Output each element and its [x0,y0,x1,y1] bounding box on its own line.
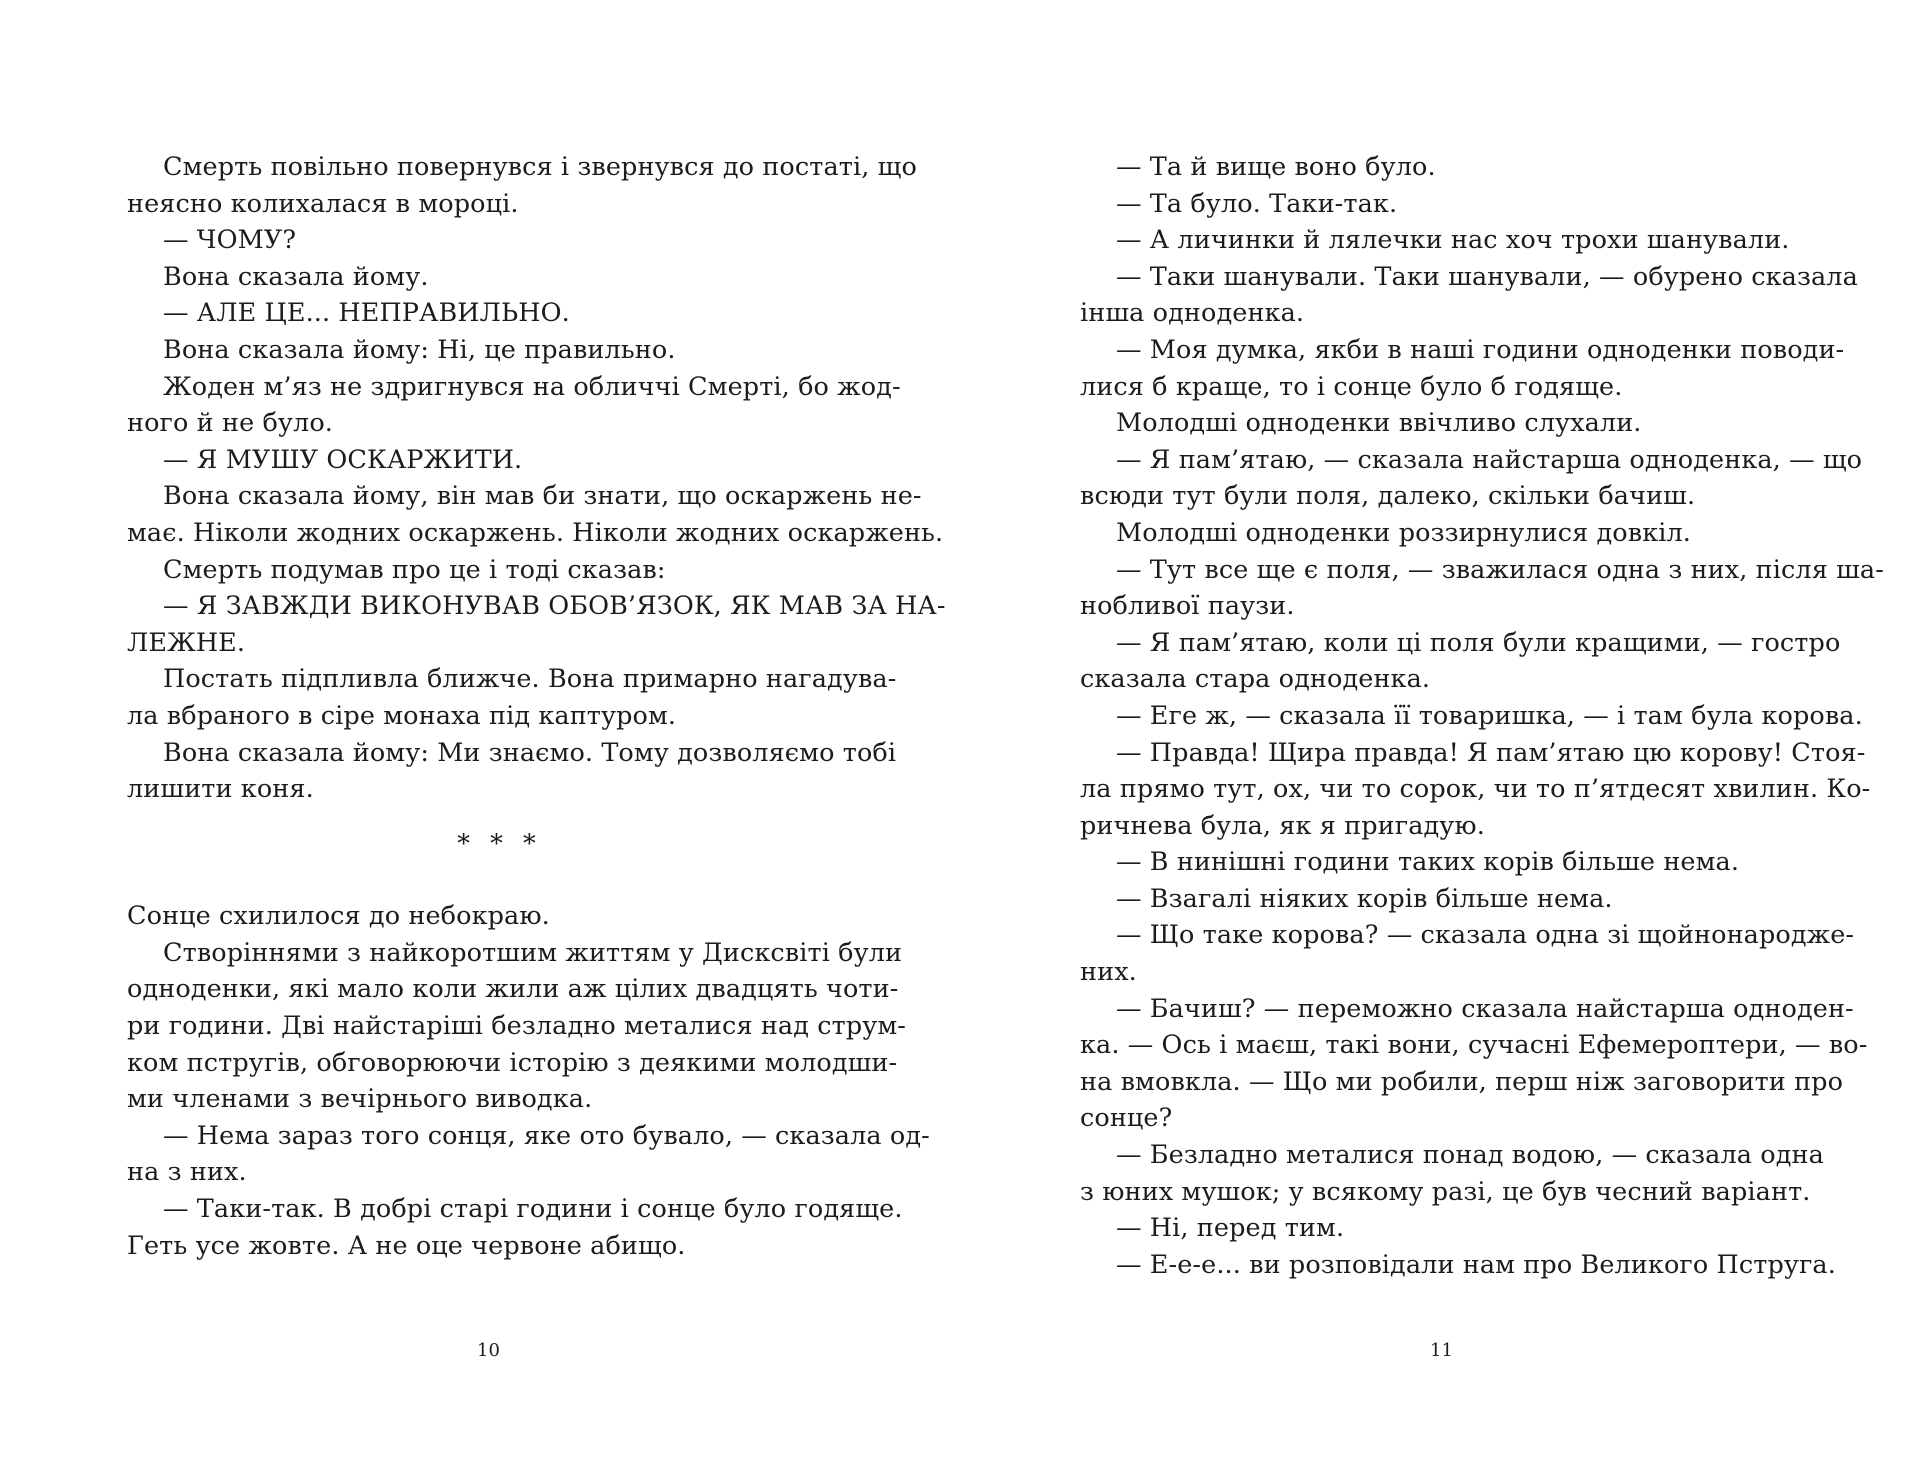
text-line: — Таки шанували. Таки шанували, — обурено сказала [1116,261,1858,292]
text-line: Вона сказала йому: Ні, це правильно. [163,334,676,365]
text-line: — В нинішні години таких корів більше нема. [1116,847,1740,878]
text-line: з юних мушок; у всякому разі, це був чесний варіант. [1080,1176,1811,1207]
text-line: ми членами з вечірнього виводка. [127,1084,593,1115]
text-line: на з них. [127,1157,247,1188]
text-line: — Нема зараз того сонця, яке ото бувало, — сказала од- [163,1120,930,1151]
text-line: ла вбраного в сіре монаха під каптуром. [127,700,677,731]
page-number-right: 11 [1430,1340,1453,1361]
text-line: інша одноденка. [1080,298,1305,329]
text-line: Молодші одноденки ввічливо слухали. [1116,408,1642,439]
text-line: Створіннями з найкоротшим життям у Дисксвіті були [163,937,903,968]
text-line: ри години. Дві найстаріші безладно металися над струм- [127,1011,907,1042]
text-line: — Безладно металися понад водою, — сказала одна [1116,1140,1824,1171]
text-line: ла прямо тут, ох, чи то сорок, чи то п’ятдесят хвилин. Ко- [1080,774,1871,805]
right-page-text [1080,149,1884,1283]
text-line: — А личинки й лялечки нас хоч трохи шанували. [1116,225,1790,256]
text-line: ЛЕЖНЕ. [127,627,246,658]
text-line: неясно колихалася в мороці. [127,188,519,219]
text-line: Постать підпливла ближче. Вона примарно нагадува- [163,664,897,695]
text-line: — Таки-так. В добрі старі години і сонце було годяще. [163,1194,903,1225]
text-line: сонце? [1080,1103,1173,1134]
text-line: Вона сказала йому: Ми знаємо. Тому дозволяємо тобі [163,737,897,768]
text-line: — АЛЕ ЦЕ... НЕПРАВИЛЬНО. [163,298,570,329]
text-line: — Та було. Таки-так. [1116,188,1398,219]
text-line: сказала стара одноденка. [1080,664,1431,695]
text-line: — Я ЗАВЖДИ ВИКОНУВАВ ОБОВ’ЯЗОК, ЯК МАВ ЗА НА- [163,591,946,622]
text-line: Жоден м’яз не здригнувся на обличчі Смерті, бо жод- [163,371,901,402]
text-line: ком пстругів, обговорюючи історію з деякими молодши- [127,1047,898,1078]
text-line: всюди тут були поля, далеко, скільки бачиш. [1080,481,1696,512]
text-line: ка. — Ось і маєш, такі вони, сучасні Ефемероптери, — во- [1080,1030,1868,1061]
text-line: — Правда! Щира правда! Я пам’ятаю цю корову! Стоя- [1116,737,1866,768]
text-line: ного й не було. [127,408,333,439]
text-line: Геть усе жовте. А не оце червоне абищо. [127,1230,686,1261]
text-line: — Я МУШУ ОСКАРЖИТИ. [163,444,523,475]
text-line: — Еге ж, — сказала її товаришка, — і там була корова. [1116,700,1863,731]
text-line: — Я пам’ятаю, — сказала найстарша одноденка, — що [1116,444,1863,475]
text-line: Молодші одноденки роззирнулися довкіл. [1116,517,1691,548]
text-line: Сонце схилилося до небокраю. [127,901,550,932]
text-line: — Е-е-е... ви розповідали нам про Великого Пструга. [1116,1249,1836,1280]
text-line: — Моя думка, якби в наші години одноденки поводи- [1116,334,1845,365]
text-line: лися б краще, то і сонце було б годяще. [1080,371,1623,402]
text-line: ричнева була, як я пригадую. [1080,810,1485,841]
text-line: — ЧОМУ? [163,225,297,256]
text-line: лишити коня. [127,774,314,805]
text-line: — Та й вище воно було. [1116,152,1436,182]
text-line: — Взагалі ніяких корів більше нема. [1116,883,1613,914]
left-page-text [127,149,946,1264]
page-number-left: 10 [477,1340,500,1361]
text-line: — Я пам’ятаю, коли ці поля були кращими, — гостро [1116,627,1841,658]
text-line: має. Ніколи жодних оскаржень. Ніколи жодних оскаржень. [127,517,944,548]
text-line: Вона сказала йому, він мав би знати, що оскаржень не- [163,481,922,512]
text-line: Смерть подумав про це і тоді сказав: [163,554,666,585]
text-line: Смерть повільно повернувся і звернувся до постаті, що [163,152,917,182]
text-line: нобливої паузи. [1080,591,1295,622]
text-line: — Ні, перед тим. [1116,1213,1345,1244]
text-line: Вона сказала йому. [163,261,429,292]
text-line: — Що таке корова? — сказала одна зі щойнонароджe- [1116,920,1855,951]
text-line: — Тут все ще є поля, — зважилася одна з них, після ша- [1116,554,1884,585]
text-line: них. [1080,957,1137,988]
right-page [960,0,1920,1477]
text-line: на вмовкла. — Що ми робили, перш ніж заговорити про [1080,1066,1844,1097]
text-line: одноденки, які мало коли жили аж цілих двадцять чоти- [127,974,899,1005]
text-line: — Бачиш? — переможно сказала найстарша одноден- [1116,993,1854,1024]
section-break-asterism: * * * [457,828,542,859]
